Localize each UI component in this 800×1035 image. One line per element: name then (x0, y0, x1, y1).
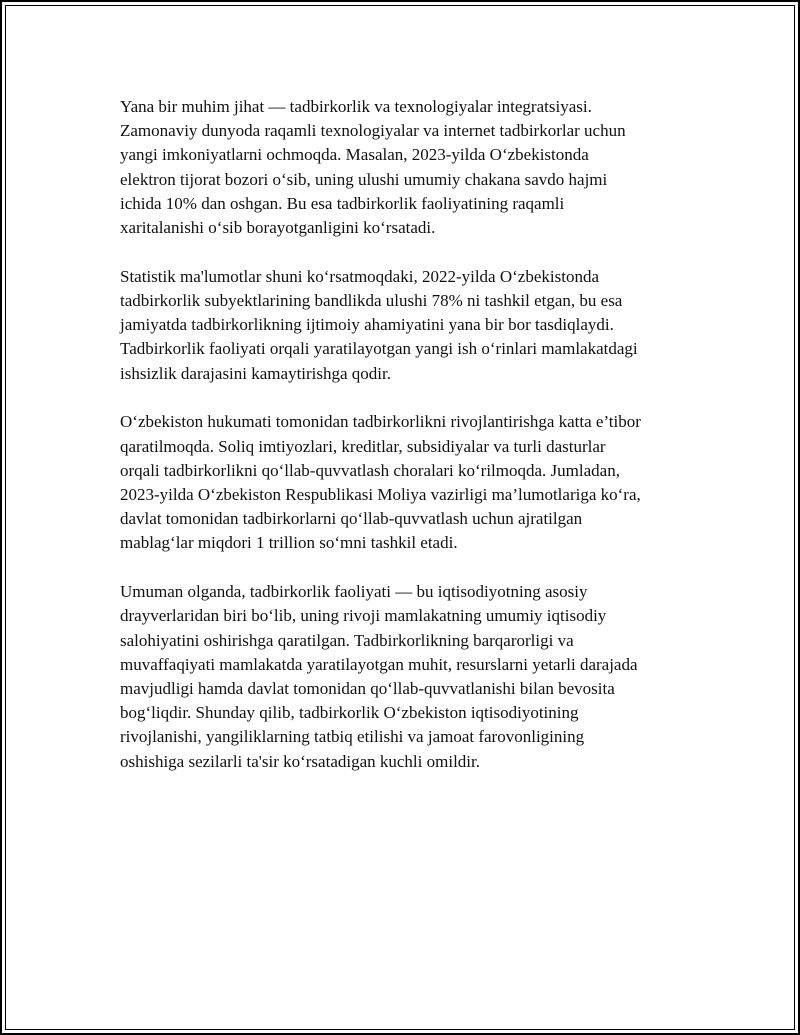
document-body (120, 95, 710, 798)
paragraph-technology-integration: Yana bir muhim jihat — tadbirkorlik va texnologiyalar integratsiyasi. Zamonaviy dunyoda raqamli texnologiyalar va internet tadbirkorlar uchun yangi imkoniyatlarni ochmoqda. Masalan, 2023-yilda O‘zbekistonda elektron tijorat bozori o‘sib, uning ulushi umumiy chakana savdo hajmi ichida 10% dan oshgan. Bu esa tadbirkorlik faoliyatining raqamli xaritalanishi o‘sib borayotganligini ko‘rsatadi. (120, 97, 626, 238)
paragraph-government-support: O‘zbekiston hukumati tomonidan tadbirkorlikni rivojlantirishga katta e’tibor qaratilmoqda. Soliq imtiyozlari, kreditlar, subsidiyalar va turli dasturlar orqali tadbirkorlikni qo‘llab-quvvatlash choralari ko‘rilmoqda. Jumladan, 2023-yilda O‘zbekiston Respublikasi Moliya vazirligi ma’lumotlariga ko‘ra, davlat tomonidan tadbirkorlarni qo‘llab-quvvatlash uchun ajratilgan mablag‘lar miqdori 1 trillion so‘mni tashkil etadi. (120, 412, 641, 553)
paragraph-employment-statistics: Statistik ma'lumotlar shuni ko‘rsatmoqdaki, 2022-yilda O‘zbekistonda tadbirkorlik subyektlarining bandlikda ulushi 78% ni tashkil etgan, bu esa jamiyatda tadbirkorlikning ijtimoiy ahamiyatini yana bir bor tasdiqlaydi. Tadbirkorlik faoliyati orqali yaratilayotgan yangi ish o‘rinlari mamlakatdagi ishsizlik darajasini kamaytirishga qodir. (120, 266, 638, 383)
paragraph-conclusion: Umuman olganda, tadbirkorlik faoliyati — bu iqtisodiyotning asosiy drayverlaridan biri bo‘lib, uning rivoji mamlakatning umumiy iqtisodiy salohiyatini oshirishga qaratilgan. Tadbirkorlikning barqarorligi va muvaffaqiyati mamlakatda yaratilayotgan muhit, resurslarni yetarli darajada mavjudligi hamda davlat tomonidan qo‘llab-quvvatlanishi bilan bevosita bog‘liqdir. Shunday qilib, tadbirkorlik O‘zbekiston iqtisodiyotining rivojlanishi, yangiliklarning tatbiq etilishi va jamoat farovonligining oshishiga sezilarli ta'sir ko‘rsatadigan kuchli omildir. (120, 582, 638, 771)
